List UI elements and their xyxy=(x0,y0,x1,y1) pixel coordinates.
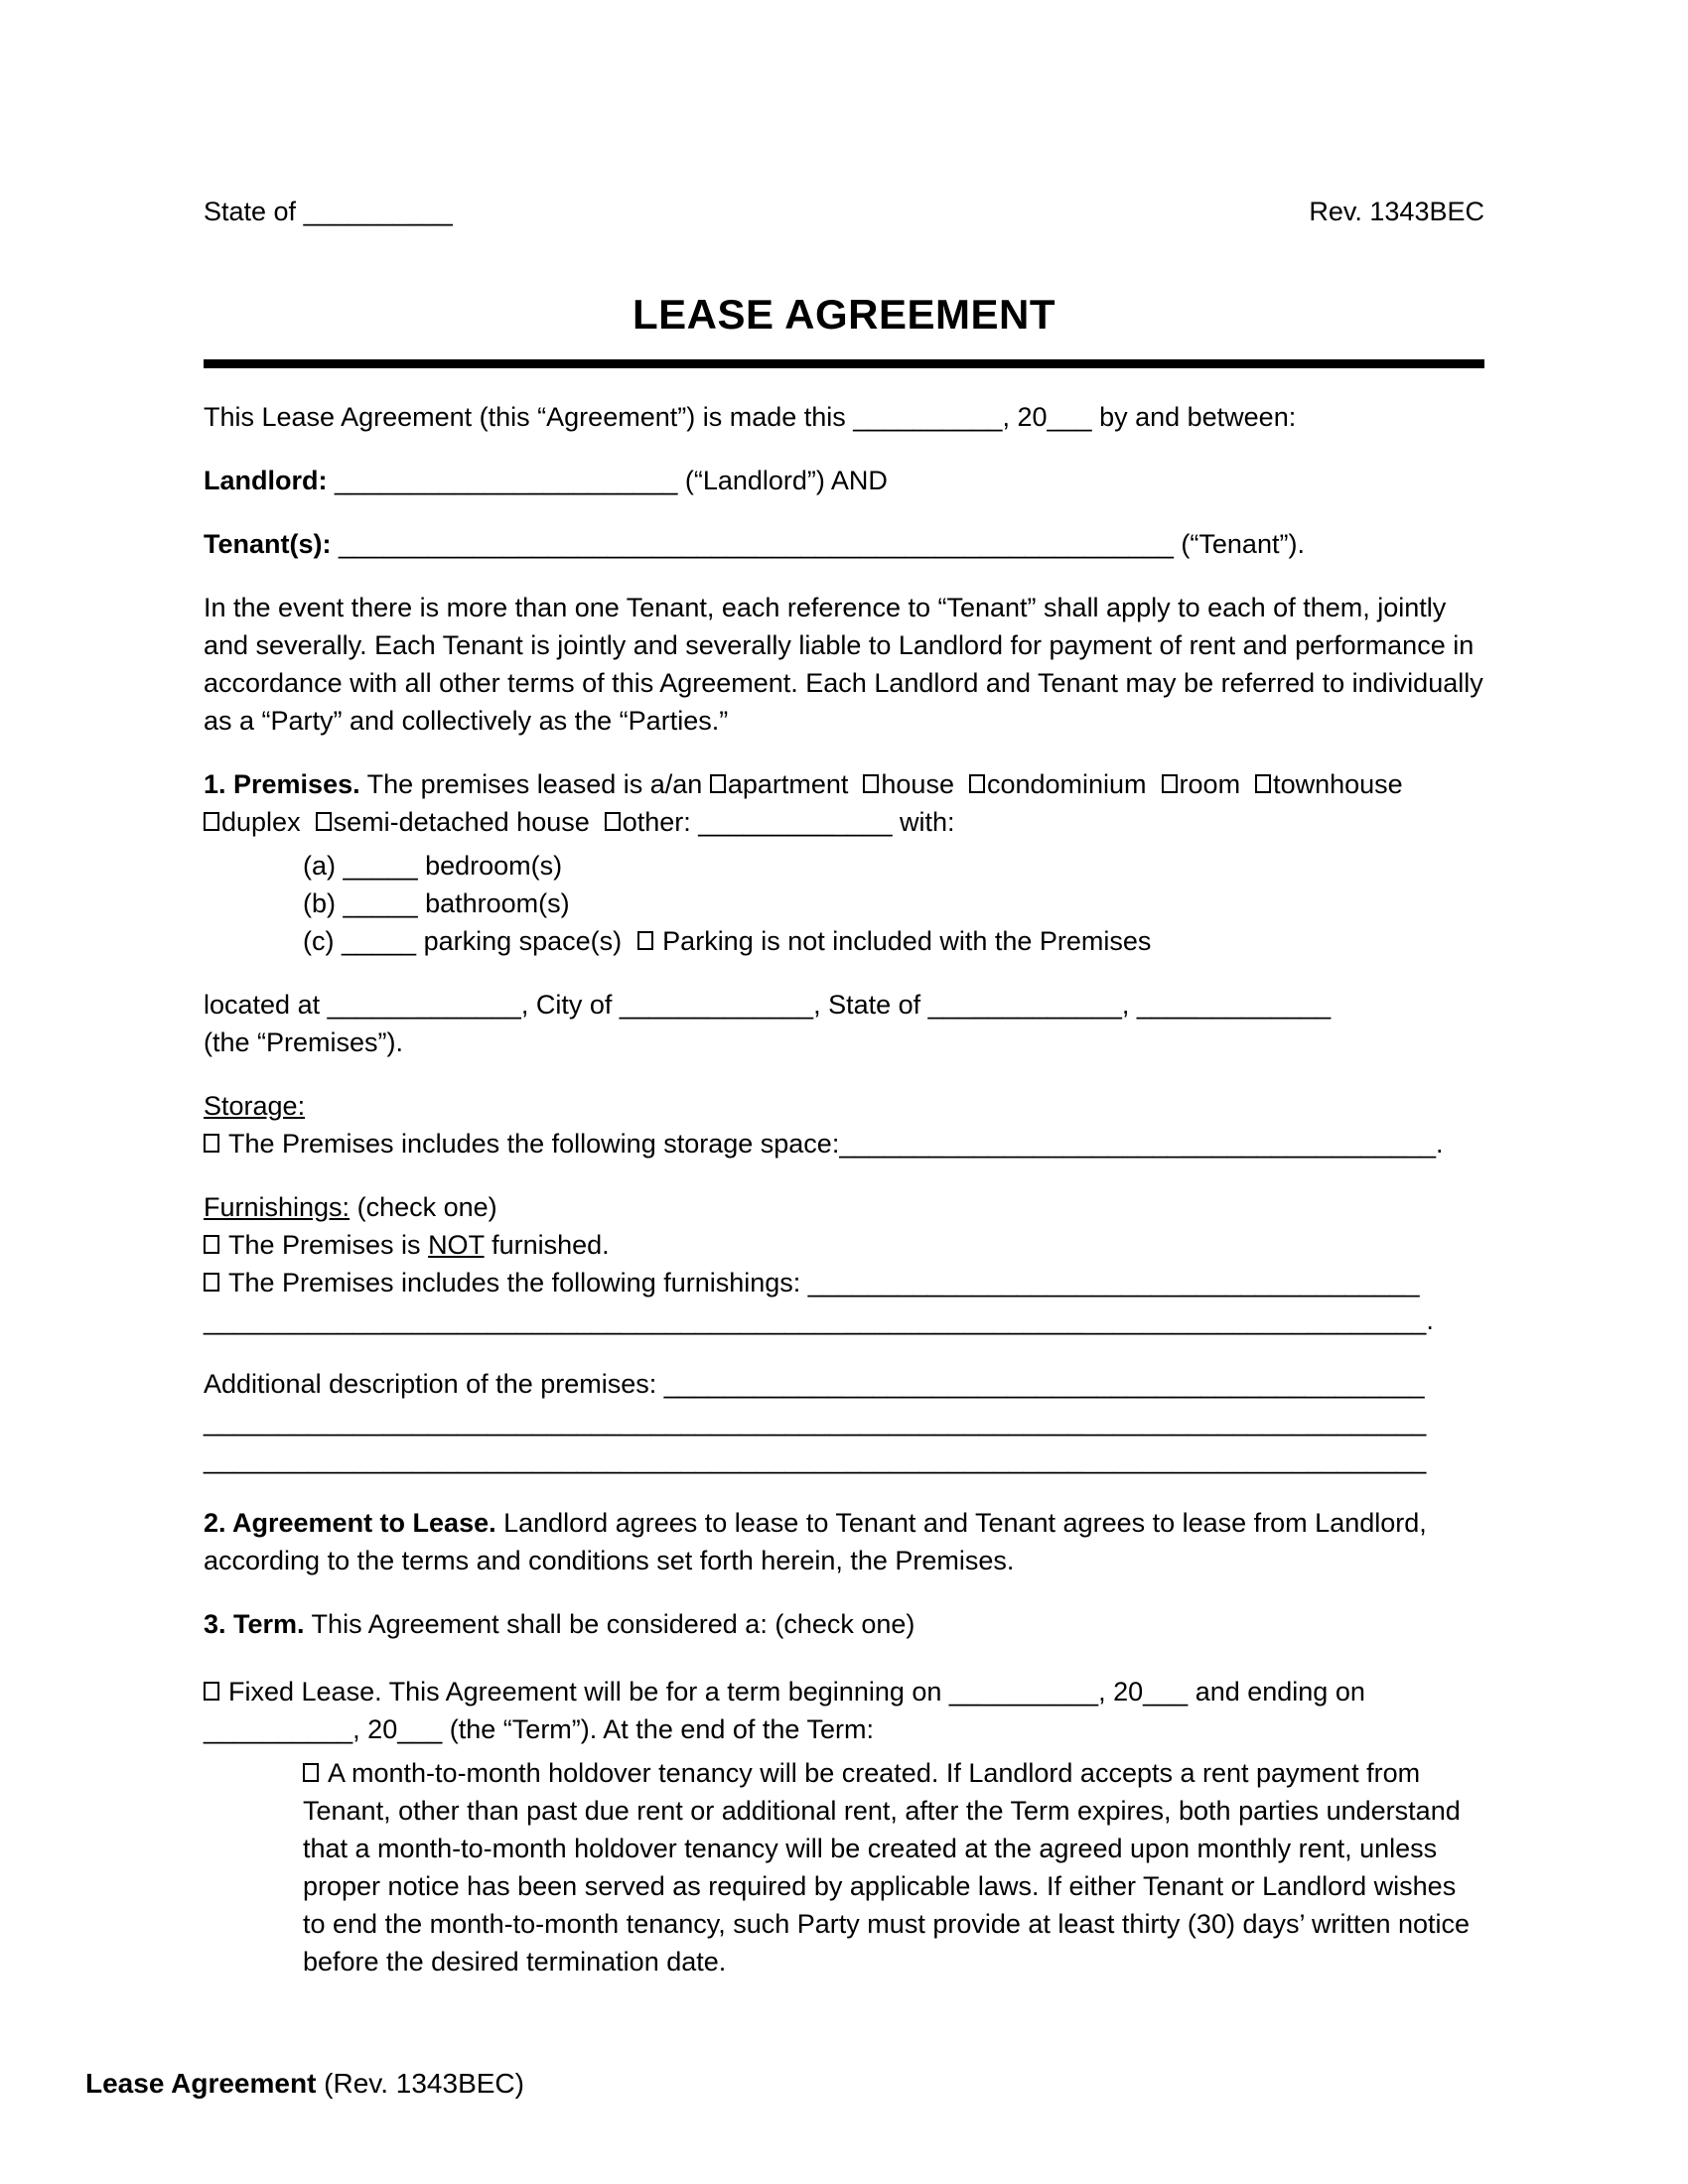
revision-label: Rev. 1343BEC xyxy=(1309,197,1484,226)
furnishings-heading-line xyxy=(204,1188,1484,1226)
title-rule xyxy=(204,359,1484,368)
fixed-lease-text-mid2: and ending on xyxy=(1188,1677,1365,1706)
term-end-day-blank[interactable]: __________ xyxy=(204,1714,353,1744)
furnishings-check-one: (check one) xyxy=(350,1192,497,1222)
bedrooms-label: bedroom(s) xyxy=(417,851,563,881)
with-label: with: xyxy=(892,807,955,837)
additional-description-line2[interactable]: __________________________________________________________________________________ xyxy=(204,1407,1427,1436)
additional-description-line3[interactable]: __________________________________________________________________________________ xyxy=(204,1444,1427,1474)
term-start-year-blank[interactable]: ___ xyxy=(1143,1677,1189,1706)
premises-option-semi-detached xyxy=(316,807,590,837)
premises-details-list xyxy=(204,847,1484,960)
landlord-line xyxy=(204,462,1484,499)
bathrooms-prefix: (b) xyxy=(303,888,344,918)
fixed-lease-text-pre: Fixed Lease. This Agreement will be for a term beginning on xyxy=(228,1677,949,1706)
storage-section xyxy=(204,1087,1484,1162)
parking-not-included-label: Parking is not included with the Premises xyxy=(662,926,1152,956)
agreement-year-blank[interactable]: ___ xyxy=(1047,402,1092,432)
agreement-to-lease-section xyxy=(204,1504,1484,1579)
parking-not-included-checkbox[interactable] xyxy=(637,931,653,950)
bedrooms-prefix: (a) xyxy=(303,851,344,881)
located-at-section xyxy=(204,986,1484,1061)
state-of-text: , State of xyxy=(813,990,928,1020)
furnishings-line2-period: . xyxy=(1426,1305,1434,1335)
city-of-text: , City of xyxy=(520,990,620,1020)
apartment-label: apartment xyxy=(727,769,849,799)
state-blank[interactable]: __________ xyxy=(303,197,453,226)
additional-description-line2-row xyxy=(204,1403,1484,1440)
fixed-lease-line-1 xyxy=(204,1673,1484,1710)
premises-option-house xyxy=(863,769,954,799)
premises-type-line-1 xyxy=(204,765,1484,803)
city-blank[interactable]: _____________ xyxy=(619,990,814,1020)
premises-type-line-2 xyxy=(204,803,1484,841)
holdover-clause xyxy=(303,1754,1484,1980)
room-checkbox[interactable] xyxy=(1162,774,1178,793)
semi-detached-house-checkbox[interactable] xyxy=(316,812,332,831)
furnishings-continuation-line xyxy=(204,1301,1484,1339)
intro-text-pre: This Lease Agreement (this “Agreement”) is made this xyxy=(204,402,854,432)
parking-prefix: (c) xyxy=(303,926,342,956)
not-furnished-pre: The Premises is xyxy=(228,1230,429,1260)
holdover-text: A month-to-month holdover tenancy will be created. If Landlord accepts a rent payment from Tenant, other than past due rent or additional rent, after the Term expires, both parties understand that a month-to-month holdover tenancy will be created at the agreed upon monthly rent, unless proper notice has been served as required by applicable laws. If either Tenant or Landlord wishes to end the month-to-month tenancy, such Party must provide at least thirty (30) days’ written notice before the desired termination date. xyxy=(303,1758,1471,1977)
semi-detached-house-label: semi-detached house xyxy=(333,807,590,837)
tenant-line xyxy=(204,525,1484,563)
intro-clause xyxy=(204,398,1484,436)
premises-option-duplex xyxy=(204,807,301,837)
street-address-blank[interactable]: _____________ xyxy=(327,990,521,1020)
footer-revision: (Rev. 1343BEC) xyxy=(316,2068,524,2099)
storage-checkbox-line xyxy=(204,1125,1484,1162)
term-start-day-blank[interactable]: __________ xyxy=(948,1677,1099,1706)
bathrooms-count-blank[interactable]: _____ xyxy=(343,888,418,918)
additional-description-line3-row xyxy=(204,1440,1484,1478)
premises-option-townhouse xyxy=(1255,769,1403,799)
premises-heading: 1. Premises. xyxy=(204,769,360,799)
townhouse-checkbox[interactable] xyxy=(1255,774,1271,793)
document-topline xyxy=(204,193,1484,230)
fixed-lease-text-mid1: , 20 xyxy=(1098,1677,1144,1706)
house-checkbox[interactable] xyxy=(863,774,879,793)
parking-spaces-count-blank[interactable]: _____ xyxy=(341,926,417,956)
fixed-lease-clause xyxy=(204,1673,1484,1748)
zip-blank[interactable]: _____________ xyxy=(1136,990,1332,1020)
apartment-checkbox[interactable] xyxy=(710,774,726,793)
not-furnished-post: furnished. xyxy=(484,1230,610,1260)
footer-title: Lease Agreement xyxy=(85,2068,317,2099)
comma-text: , xyxy=(1121,990,1137,1020)
located-at-text: located at xyxy=(204,990,328,1020)
furnishings-included-checkbox[interactable] xyxy=(204,1273,219,1292)
bedrooms-row xyxy=(303,847,1484,885)
state-of-line xyxy=(204,193,453,230)
duplex-label: duplex xyxy=(221,807,301,837)
furnishings-blank[interactable]: _________________________________________ xyxy=(807,1268,1420,1297)
term-section xyxy=(204,1605,1484,1643)
premises-lead: The premises leased is a/an xyxy=(359,769,710,799)
located-at-line xyxy=(204,986,1484,1024)
storage-heading: Storage: xyxy=(204,1091,306,1121)
furnishings-section xyxy=(204,1188,1484,1339)
parking-label: parking space(s) xyxy=(416,926,623,956)
fixed-lease-text-mid3: , 20 xyxy=(352,1714,398,1744)
additional-description-line xyxy=(204,1365,1484,1403)
furnishings-included-line xyxy=(204,1264,1484,1301)
premises-option-apartment xyxy=(710,769,849,799)
joint-liability-clause: In the event there is more than one Tenant, each reference to “Tenant” shall apply to each of them, jointly and severally. Each Tenant is jointly and severally liable to Landlord for payment of rent and performance in accordance with all other terms of this Agreement. Each Landlord and Tenant may be referred to individually as a “Party” and collectively as the “Parties.” xyxy=(204,593,1483,736)
not-furnished-checkbox[interactable] xyxy=(204,1235,219,1254)
agreement-to-lease-heading: 2. Agreement to Lease. xyxy=(204,1508,496,1538)
condominium-label: condominium xyxy=(986,769,1147,799)
bathrooms-label: bathroom(s) xyxy=(417,888,570,918)
term-text: This Agreement shall be considered a: (check one) xyxy=(304,1609,915,1639)
state-of-label: State of xyxy=(204,197,304,226)
furnishings-heading: Furnishings: xyxy=(204,1192,351,1222)
room-label: room xyxy=(1179,769,1241,799)
document-footer xyxy=(85,2067,524,2101)
tenant-suffix: (“Tenant”). xyxy=(1173,529,1305,559)
storage-checkbox-label: The Premises includes the following storage space: xyxy=(228,1129,840,1159)
fixed-lease-text-post: (the “Term”). At the end of the Term: xyxy=(442,1714,874,1744)
term-end-year-blank[interactable]: ___ xyxy=(397,1714,443,1744)
intro-text-mid: , 20 xyxy=(1002,402,1048,432)
page-title: LEASE AGREEMENT xyxy=(633,291,1055,338)
furnishings-blank-line2[interactable]: __________________________________________________________________________________ xyxy=(204,1305,1427,1335)
term-heading: 3. Term. xyxy=(204,1609,305,1639)
additional-description-section xyxy=(204,1365,1484,1478)
premises-option-room xyxy=(1162,769,1241,799)
tenant-names-blank[interactable]: ________________________________________________________ xyxy=(339,529,1174,559)
house-label: house xyxy=(881,769,954,799)
storage-space-blank[interactable]: ________________________________________ xyxy=(839,1129,1436,1159)
condominium-checkbox[interactable] xyxy=(969,774,985,793)
tenant-label: Tenant(s): xyxy=(204,529,339,559)
premises-section xyxy=(204,765,1484,841)
premises-option-condominium xyxy=(969,769,1147,799)
storage-space-checkbox[interactable] xyxy=(204,1134,219,1153)
intro-text-post: by and between: xyxy=(1091,402,1297,432)
other-premises-type-blank[interactable]: _____________ xyxy=(698,807,893,837)
parking-row xyxy=(303,922,1484,960)
agreement-day-blank[interactable]: __________ xyxy=(853,402,1003,432)
agreement-to-lease-text: Landlord agrees to lease to Tenant and Tenant agrees to lease from Landlord, according to the terms and conditions set forth herein, the Premises. xyxy=(204,1508,1427,1575)
landlord-label: Landlord: xyxy=(204,466,335,495)
premises-option-other xyxy=(605,807,955,837)
furnishings-included-label: The Premises includes the following furnishings: xyxy=(228,1268,808,1297)
storage-period: . xyxy=(1435,1129,1444,1159)
duplex-checkbox[interactable] xyxy=(204,812,219,831)
bathrooms-row xyxy=(303,885,1484,922)
townhouse-label: townhouse xyxy=(1273,769,1403,799)
state-name-blank[interactable]: _____________ xyxy=(927,990,1122,1020)
additional-description-blank[interactable]: ___________________________________________________ xyxy=(663,1369,1425,1399)
landlord-name-blank[interactable]: _______________________ xyxy=(334,466,678,495)
premises-defined-suffix: (the “Premises”). xyxy=(204,1027,404,1057)
landlord-suffix: (“Landlord”) AND xyxy=(677,466,888,495)
not-word: NOT xyxy=(428,1230,485,1260)
not-furnished-line xyxy=(204,1226,1484,1264)
other-label: other: xyxy=(622,807,699,837)
fixed-lease-line-2 xyxy=(204,1710,1484,1748)
other-checkbox[interactable] xyxy=(605,812,621,831)
bedrooms-count-blank[interactable]: _____ xyxy=(343,851,418,881)
additional-description-label: Additional description of the premises: xyxy=(204,1369,664,1399)
storage-heading-line xyxy=(204,1087,1484,1125)
fixed-lease-checkbox[interactable] xyxy=(204,1682,219,1701)
holdover-tenancy-checkbox[interactable] xyxy=(303,1763,319,1782)
